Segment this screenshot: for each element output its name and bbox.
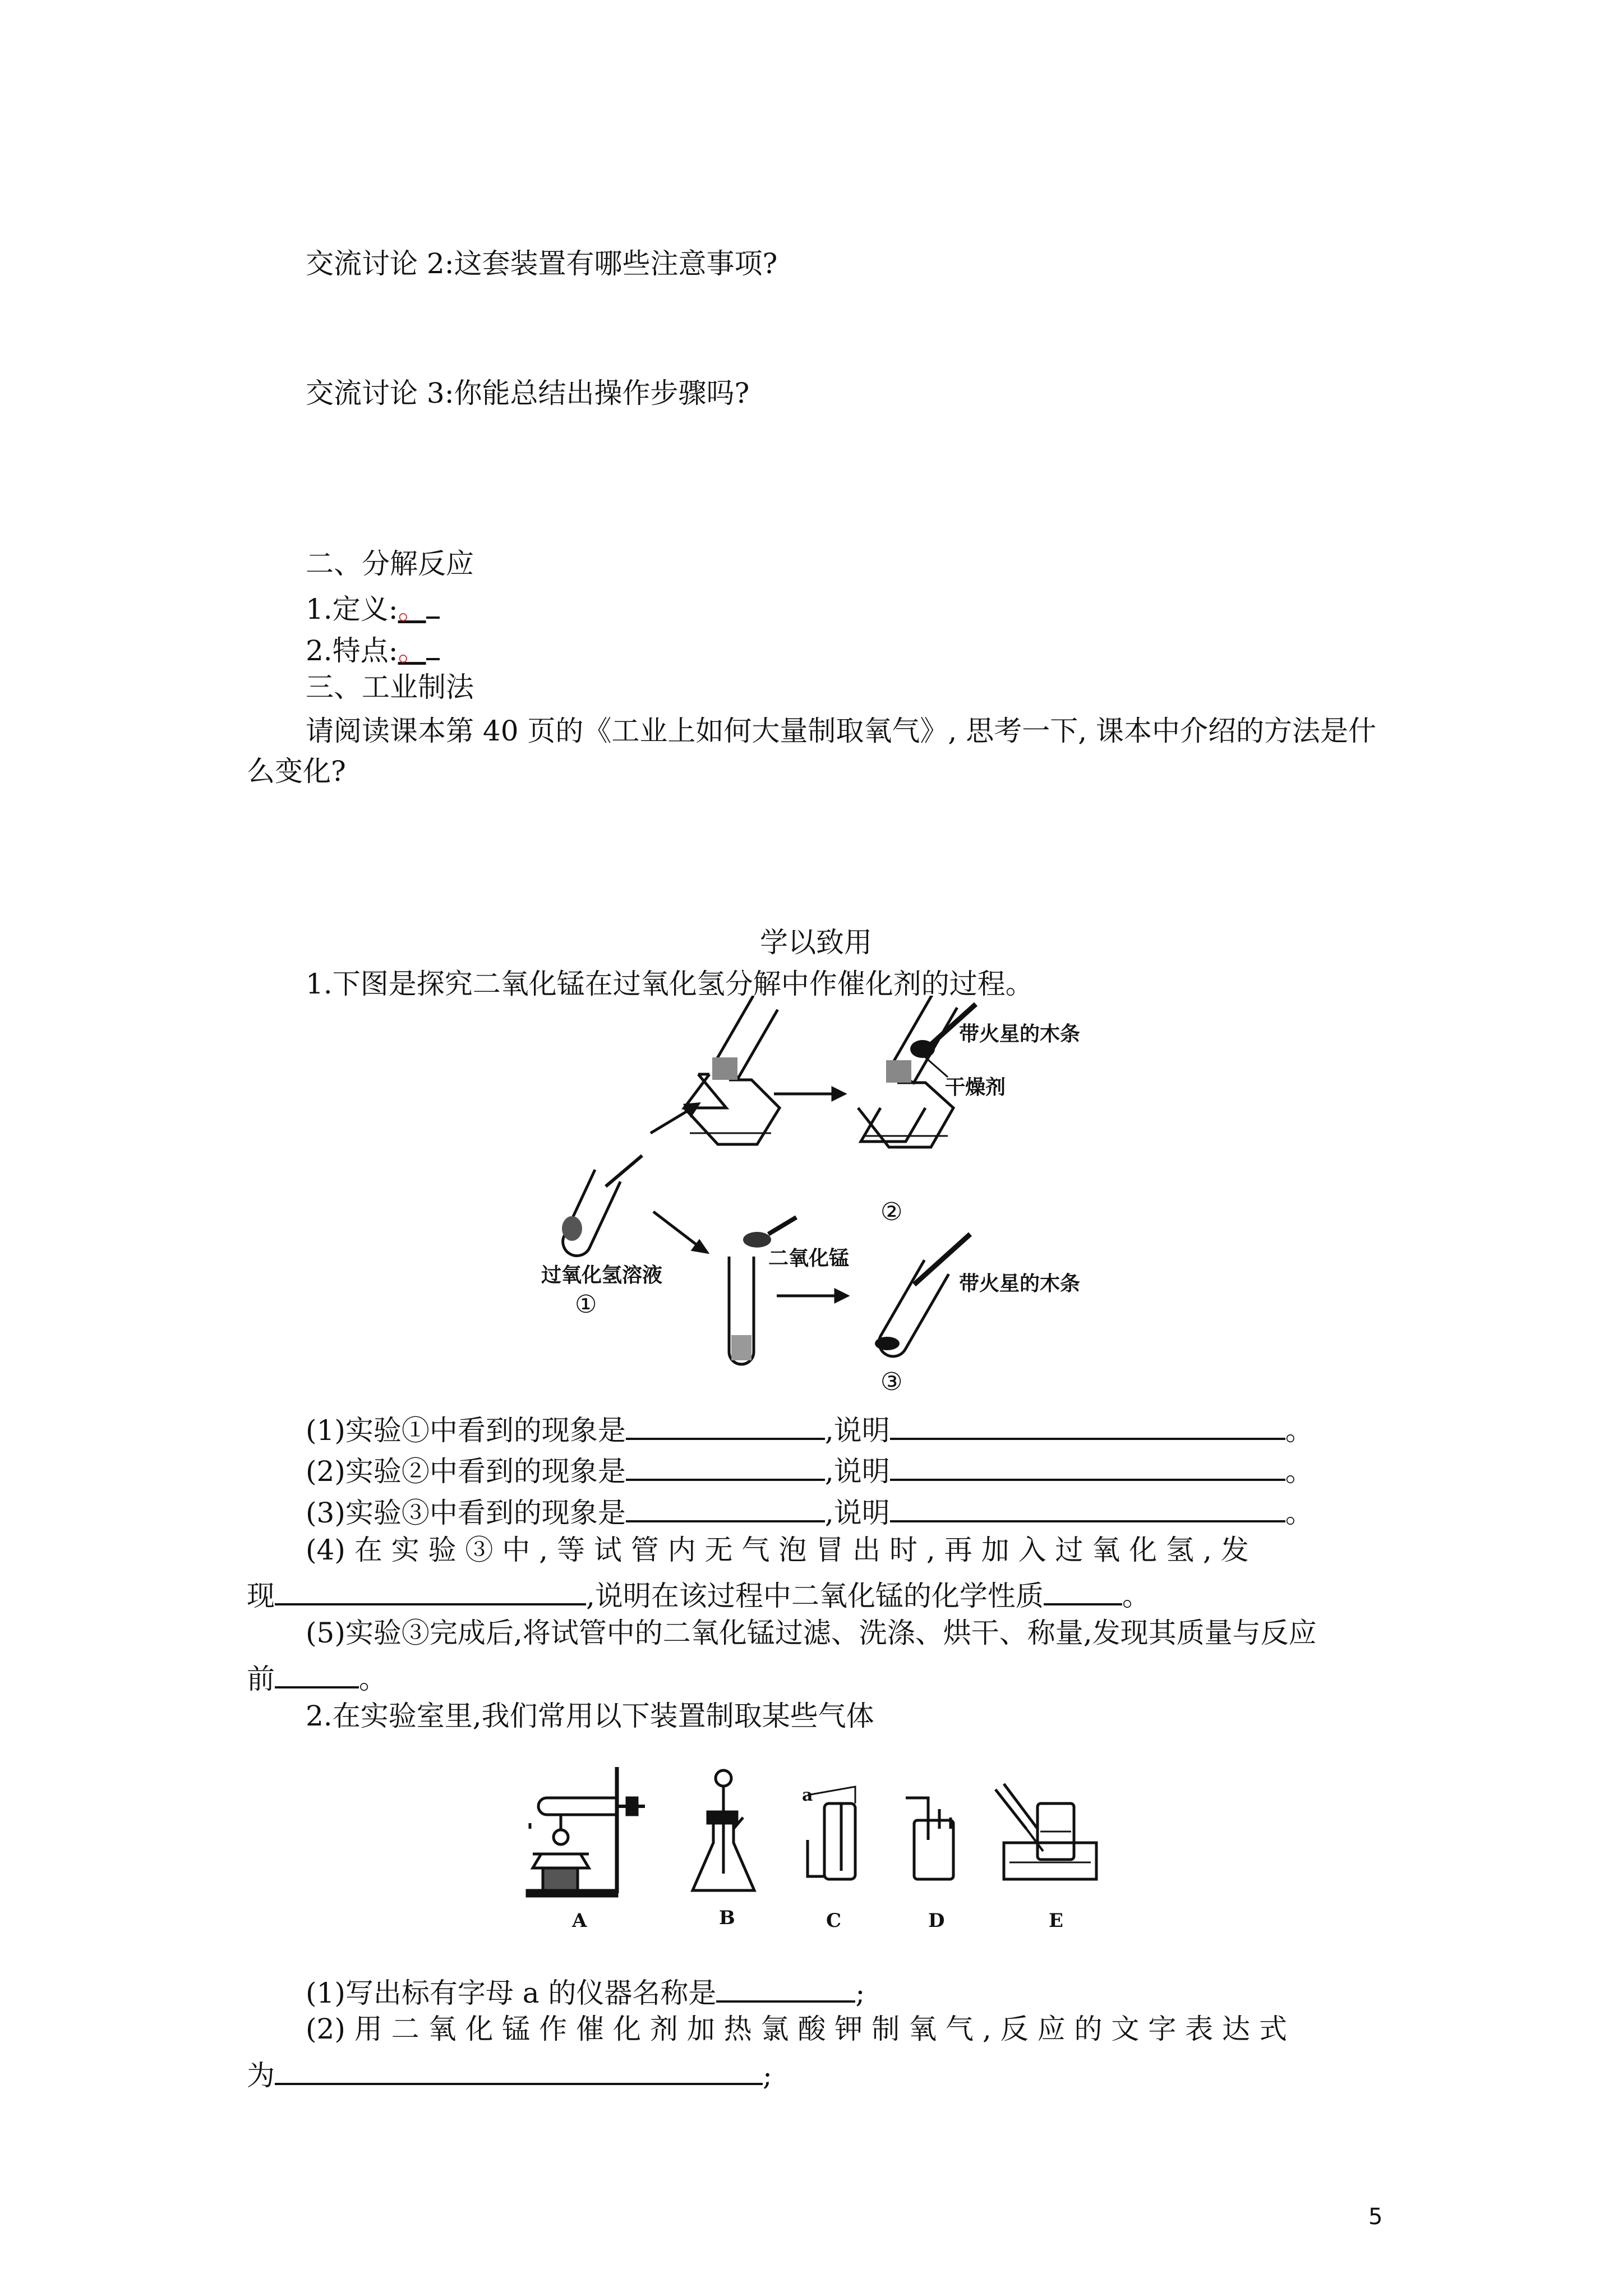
apply-title: 学以致用 bbox=[760, 926, 872, 959]
sub4-text-b: ,说明在该过程中二氧化锰的化学性质 bbox=[586, 1580, 1044, 1612]
sub5-blank bbox=[275, 1660, 359, 1688]
discussion-q2: 交流讨论 2:这套装置有哪些注意事项? bbox=[306, 247, 778, 280]
q2-sub2-text: 为 bbox=[247, 2059, 275, 2092]
sub4-text-a: 现 bbox=[247, 1580, 275, 1612]
label-num-2: ② bbox=[880, 1198, 903, 1226]
q2-sub2-end: ; bbox=[763, 2059, 772, 2092]
sub3-text: (3)实验③中看到的现象是 bbox=[306, 1497, 626, 1529]
sub1-text: (1)实验①中看到的现象是 bbox=[306, 1414, 626, 1447]
catalyst-experiment-figure bbox=[527, 996, 1122, 1394]
test-tube-2 bbox=[729, 1257, 754, 1364]
apparatus-label-E: E bbox=[1049, 1910, 1063, 1932]
sub3-text-b: ,说明 bbox=[824, 1497, 890, 1529]
sub2-blank-2 bbox=[890, 1453, 1285, 1481]
sub4-blank-1 bbox=[275, 1577, 586, 1605]
q2-sub-question-2-line2 bbox=[247, 2057, 772, 2090]
definition-blank bbox=[426, 591, 440, 619]
discussion-q3: 交流讨论 3:你能总结出操作步骤吗? bbox=[306, 377, 750, 409]
section2-heading: 二、分解反应 bbox=[306, 547, 474, 580]
label-mno2: 二氧化锰 bbox=[768, 1247, 850, 1270]
label-desiccant: 干燥剂 bbox=[945, 1076, 1006, 1099]
label-splint-bottom: 带火星的木条 bbox=[959, 1272, 1081, 1295]
sub-question-1 bbox=[306, 1412, 1313, 1447]
sub-question-5-line1: (5)实验③完成后,将试管中的二氧化锰过滤、洗涤、烘干、称量,发现其质量与反应 bbox=[306, 1617, 1317, 1649]
section3-heading: 三、工业制法 bbox=[306, 671, 474, 703]
sub2-blank-1 bbox=[626, 1453, 825, 1481]
sub1-blank-1 bbox=[626, 1412, 825, 1440]
sub2-text: (2)实验②中看到的现象是 bbox=[306, 1455, 626, 1488]
q2-sub2-blank bbox=[275, 2057, 763, 2085]
sub-question-3 bbox=[306, 1494, 1313, 1527]
flask-top-left bbox=[684, 1074, 780, 1144]
apparatus-A bbox=[527, 1767, 645, 1896]
sub1-period: 。 bbox=[1285, 1414, 1313, 1447]
sub2-text-b: ,说明 bbox=[824, 1455, 890, 1488]
q2-sub1-blank bbox=[716, 1975, 855, 2003]
feature-blank bbox=[426, 632, 440, 660]
sub-question-5-line2 bbox=[247, 1660, 387, 1693]
sub-question-4-line2 bbox=[247, 1577, 1150, 1610]
page-number: 5 bbox=[1368, 2204, 1383, 2230]
sub1-text-b: ,说明 bbox=[824, 1414, 890, 1447]
question-1: 1.下图是探究二氧化锰在过氧化氢分解中作催化剂的过程。 bbox=[306, 968, 1034, 1000]
feature-line bbox=[306, 632, 440, 665]
definition-line bbox=[306, 591, 440, 623]
apparatus-label-B: B bbox=[719, 1907, 735, 1929]
sub5-period: 。 bbox=[359, 1663, 387, 1695]
sub2-period: 。 bbox=[1285, 1455, 1313, 1488]
q2-sub-question-2-line1: (2) 用 二 氧 化 锰 作 催 化 剂 加 热 氯 酸 钾 制 氧 气 , 反 应 的 文 字 表 达 式 bbox=[306, 2013, 1287, 2045]
sub-question-4-line1: (4) 在 实 验 ③ 中 , 等 试 管 内 无 气 泡 冒 出 时 , 再 加 入 过 氧 化 氢 , 发 bbox=[306, 1534, 1249, 1566]
definition-label: 1.定义: bbox=[306, 593, 398, 625]
label-splint-top: 带火星的木条 bbox=[959, 1023, 1081, 1046]
apparatus-label-D: D bbox=[928, 1910, 945, 1932]
label-h2o2: 过氧化氢溶液 bbox=[541, 1264, 663, 1287]
sub4-period: 。 bbox=[1122, 1580, 1150, 1612]
apparatus-label-a: a bbox=[802, 1786, 813, 1805]
q2-sub-question-1 bbox=[306, 1975, 865, 2007]
flask-top-right bbox=[858, 1083, 953, 1147]
sub3-blank-1 bbox=[626, 1494, 825, 1522]
section3-text-line2: 么变化? bbox=[247, 755, 346, 788]
apparatus-E bbox=[995, 1784, 1096, 1879]
sub5-text: 前 bbox=[247, 1663, 275, 1695]
apparatus-label-A: A bbox=[572, 1910, 587, 1932]
q2-sub1-end: ; bbox=[855, 1977, 865, 2009]
sub3-blank-2 bbox=[890, 1494, 1285, 1522]
q2-sub1-text: (1)写出标有字母 a 的仪器名称是 bbox=[306, 1977, 717, 2009]
apparatus-D bbox=[906, 1798, 953, 1879]
apparatus-C bbox=[808, 1787, 855, 1879]
apparatus-B bbox=[693, 1770, 754, 1890]
feature-red-mark: 。 bbox=[398, 634, 426, 667]
question-2: 2.在实验室里,我们常用以下装置制取某些气体 bbox=[306, 1700, 874, 1732]
sub-question-2 bbox=[306, 1453, 1313, 1488]
apparatus-figure bbox=[516, 1750, 1122, 1952]
feature-label: 2.特点: bbox=[306, 634, 398, 667]
section3-text-line1: 请阅读课本第 40 页的《工业上如何大量制取氧气》, 思考一下, 课本中介绍的方法是什 bbox=[306, 715, 1376, 747]
definition-red-mark: 。 bbox=[398, 593, 426, 625]
apparatus-label-C: C bbox=[826, 1910, 842, 1932]
sub4-blank-2 bbox=[1044, 1577, 1122, 1605]
label-num-3: ③ bbox=[880, 1368, 903, 1394]
sub1-blank-2 bbox=[890, 1412, 1285, 1440]
sub3-period: 。 bbox=[1285, 1497, 1313, 1529]
label-num-1: ① bbox=[575, 1290, 597, 1319]
